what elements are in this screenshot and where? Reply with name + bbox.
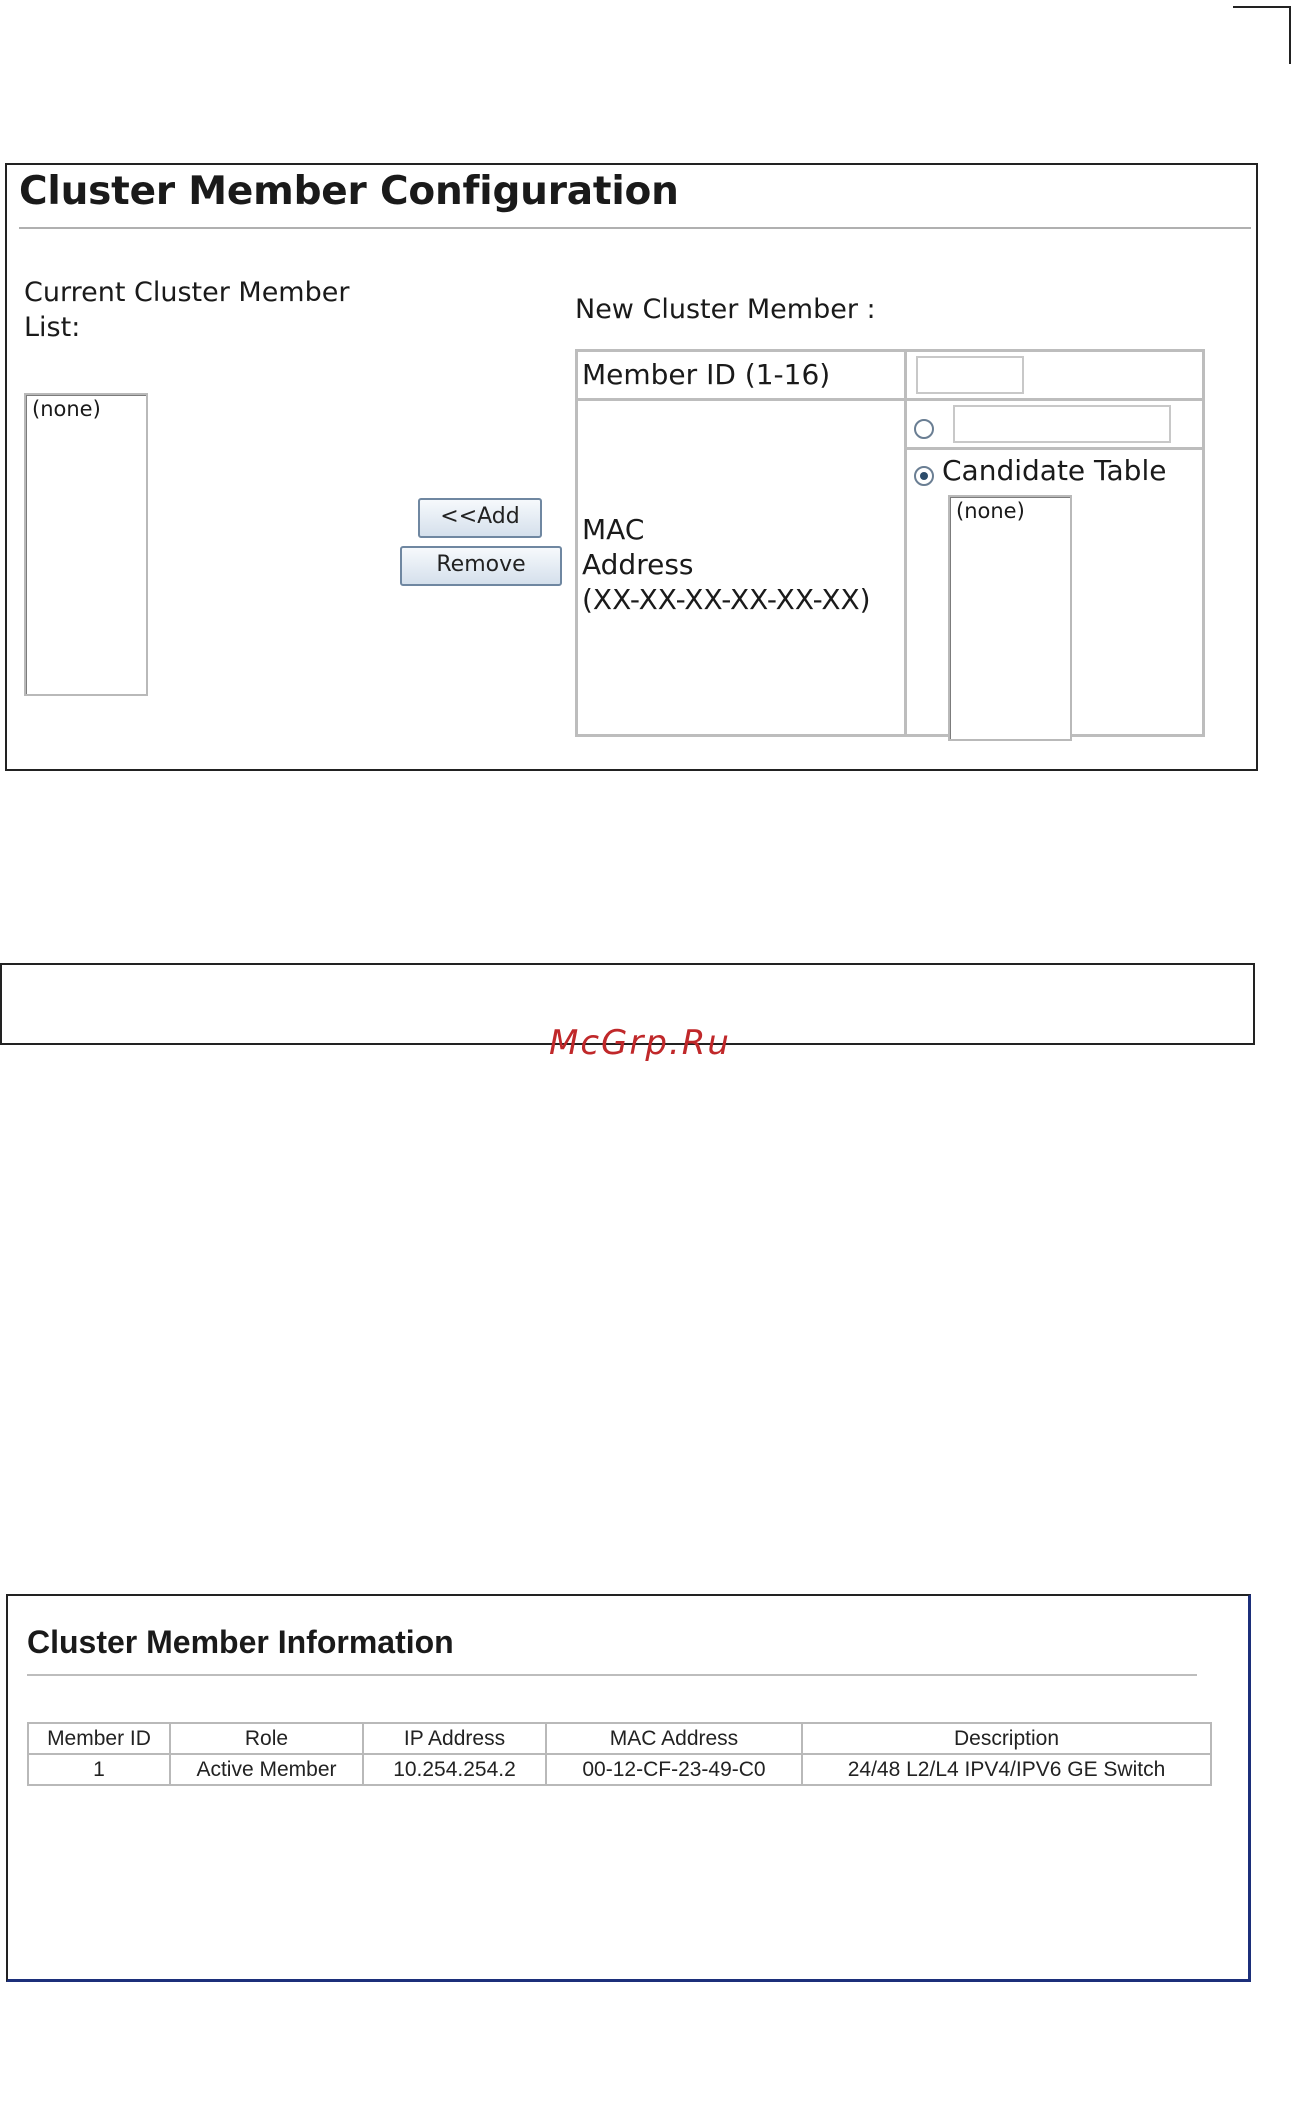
manual-mac-radio[interactable] [914, 419, 934, 439]
cluster-member-configuration-panel [5, 163, 1258, 771]
cell-mac-address: 00-12-CF-23-49-C0 [546, 1754, 802, 1785]
member-info-table [27, 1722, 1212, 1786]
candidate-table-label: Candidate Table [942, 454, 1167, 487]
config-title: Cluster Member Configuration [19, 169, 679, 214]
page-corner-mark [1233, 6, 1291, 64]
add-button[interactable]: <<Add [418, 498, 542, 538]
current-member-list-label: Current Cluster Member List: [24, 277, 350, 343]
new-member-form-table [575, 349, 1205, 737]
cell-ip-address: 10.254.254.2 [363, 1754, 546, 1785]
remove-button[interactable]: Remove [400, 546, 562, 586]
cell-description: 24/48 L2/L4 IPV4/IPV6 GE Switch [802, 1754, 1211, 1785]
member-id-input[interactable] [916, 356, 1024, 394]
candidate-option[interactable]: (none) [956, 499, 1025, 523]
candidate-table-radio[interactable] [914, 466, 934, 486]
column-divider [904, 352, 907, 734]
cell-member-id: 1 [28, 1754, 170, 1785]
title-divider [19, 227, 1251, 229]
watermark: McGrp.Ru [549, 1023, 731, 1063]
cluster-member-information-panel [6, 1594, 1251, 1982]
candidate-listbox[interactable] [948, 495, 1072, 741]
member-id-label: Member ID (1-16) [582, 358, 831, 391]
mac-label-line: Address [582, 548, 694, 581]
row-divider [578, 398, 1202, 401]
table-row [28, 1754, 1211, 1785]
column-header-member-id: Member ID [28, 1723, 170, 1754]
mac-label-line: (XX-XX-XX-XX-XX-XX) [582, 583, 871, 616]
new-member-label: New Cluster Member : [575, 294, 876, 325]
column-header-description: Description [802, 1723, 1211, 1754]
row-divider [904, 447, 1202, 450]
cell-role: Active Member [170, 1754, 363, 1785]
column-header-ip-address: IP Address [363, 1723, 546, 1754]
info-title: Cluster Member Information [27, 1624, 454, 1660]
current-member-option[interactable]: (none) [32, 397, 101, 421]
title-divider [27, 1674, 1197, 1676]
mac-address-input[interactable] [953, 405, 1171, 443]
column-header-role: Role [170, 1723, 363, 1754]
mac-address-label [582, 512, 871, 617]
table-header-row [28, 1723, 1211, 1754]
current-member-listbox[interactable] [24, 393, 148, 696]
mac-label-line: MAC [582, 513, 645, 546]
column-header-mac-address: MAC Address [546, 1723, 802, 1754]
